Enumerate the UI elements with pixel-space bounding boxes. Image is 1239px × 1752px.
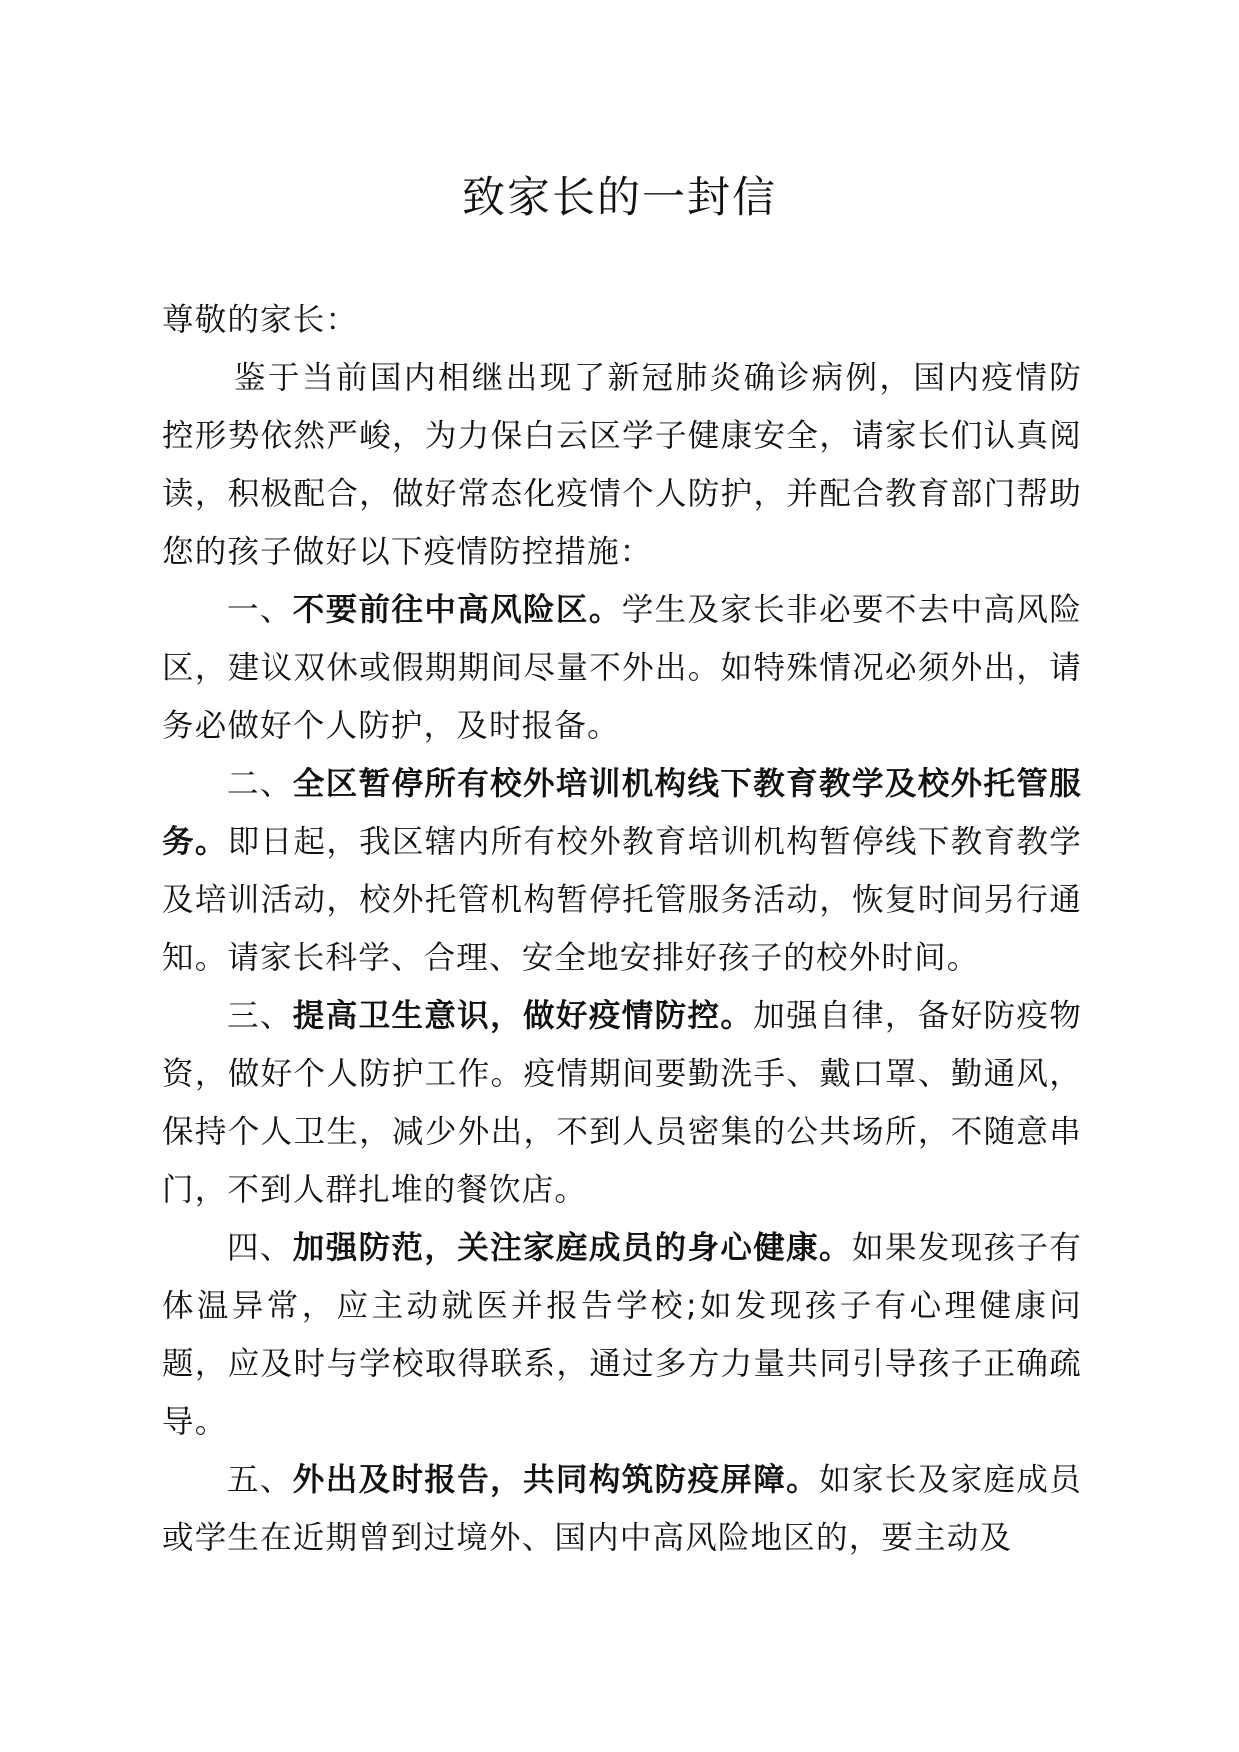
measure-item-3 xyxy=(162,987,1082,1219)
item-text: 如果发现孩子有体温异常，应主动就医并报告学校;如发现孩子有心理健康问题，应及时与学校取得联系，通过多方力量共同引导孩子正确疏导。 xyxy=(162,1230,1083,1440)
item-text: 即日起，我区辖内所有校外教育培训机构暂停线下教育教学及培训活动，校外托管机构暂停托管服务活动，恢复时间另行通知。请家长科学、合理、安全地安排好孩子的校外时间。 xyxy=(162,824,1083,976)
item-heading: 全区暂停所有校外培训机构线下教育教学及校外托管服务。 xyxy=(162,766,1082,860)
item-heading: 不要前往中高风险区。 xyxy=(292,592,622,628)
item-text: 加强自律，备好防疫物资，做好个人防护工作。疫情期间要勤洗手、戴口罩、勤通风，保持个人卫生，减少外出，不到人员密集的公共场所，不随意串门，不到人群扎堆的餐饮店。 xyxy=(162,998,1082,1208)
item-number: 三、 xyxy=(227,998,293,1034)
measure-item-4 xyxy=(162,1219,1082,1451)
item-heading: 提高卫生意识，做好疫情防控。 xyxy=(292,998,754,1034)
measure-item-1 xyxy=(162,581,1082,755)
salutation: 尊敬的家长： xyxy=(162,302,359,338)
item-text: 学生及家长非必要不去中高风险区，建议双休或假期期间尽量不外出。如特殊情况必须外出，请务必做好个人防护，及时报备。 xyxy=(162,592,1082,744)
item-heading: 加强防范，关注家庭成员的身心健康。 xyxy=(292,1230,852,1266)
item-text: 如家长及家庭成员或学生在近期曾到过境外、国内中高风险地区的，要主动及 xyxy=(162,1462,1083,1556)
item-number: 四、 xyxy=(227,1230,293,1266)
measure-item-2 xyxy=(162,755,1082,987)
intro-paragraph: 鉴于当前国内相继出现了新冠肺炎确诊病例，国内疫情防控形势依然严峻，为力保白云区学子健康安全，请家长们认真阅读，积极配合，做好常态化疫情个人防护，并配合教育部门帮助您的孩子做好以下疫情防控措施： xyxy=(162,360,1082,570)
page-title: 致家长的一封信 xyxy=(462,173,777,223)
item-number: 二、 xyxy=(227,766,293,802)
measure-item-5 xyxy=(162,1451,1082,1567)
item-heading: 外出及时报告，共同构筑防疫屏障。 xyxy=(292,1462,820,1498)
item-number: 一、 xyxy=(227,592,293,628)
item-number: 五、 xyxy=(227,1462,293,1498)
letter-body xyxy=(162,291,1082,1567)
